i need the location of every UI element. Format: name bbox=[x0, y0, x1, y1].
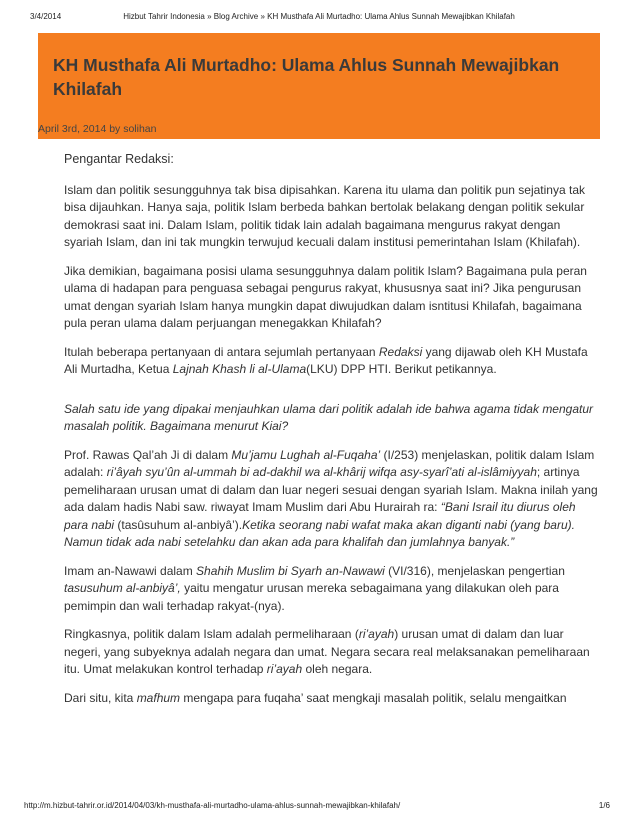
interview-question: Salah satu ide yang dipakai menjauhkan ulama dari politik adalah ide bahwa agama tidak mengatur masalah politik. Bagaimana menurut Kiai? bbox=[64, 401, 594, 433]
text-span: Redaksi bbox=[378, 344, 423, 359]
text-span: ri’ayah bbox=[266, 662, 303, 676]
text-span: (LKU) DPP HTI. Berikut petikannya. bbox=[306, 362, 497, 376]
text-span: yang dijawab oleh KH Mustafa Ali Murtadha, Ketua bbox=[64, 344, 588, 376]
text-span: ri’ayah bbox=[358, 627, 395, 641]
print-header bbox=[6, 12, 632, 24]
page-url: http://m.hizbut-tahrir.or.id/2014/04/03/kh-musthafa-ali-murtadho-ulama-ahlus-sunnah-mewajibkan-khilafah/ bbox=[24, 801, 401, 810]
text-span: Mu’jamu Lughah al-Fuqaha’ bbox=[231, 447, 381, 462]
text-span: (VI/316), menjelaskan pengertian bbox=[384, 563, 565, 578]
text-span: tasusuhum al-anbiyâ’, bbox=[64, 581, 181, 595]
print-footer bbox=[6, 801, 632, 813]
paragraph-7 bbox=[64, 690, 599, 708]
paragraph-2: Jika demikian, bagaimana posisi ulama sesungguhnya dalam politik Islam? Bagaimana pula peran ulama di hadapan para penguasa sebagai pengurus rakyat, khususnya saat ini? Jika pengurusan umat dengan syariah Islam hanya mungkin dapat diwujudkan dalam isntitusi Khilafah, bagaimana pula peran ulama dalam perjuangan menegakkan Khilafah? bbox=[64, 263, 587, 330]
paragraph-5 bbox=[64, 563, 599, 616]
article-body bbox=[64, 151, 599, 718]
print-date: 3/4/2014 bbox=[30, 12, 62, 21]
article-byline: April 3rd, 2014 by solihan bbox=[38, 123, 157, 135]
text-span: mengapa para fuqaha’ saat mengkaji masalah politik, selalu mengaitkan bbox=[180, 690, 567, 705]
text-span: Itulah beberapa pertanyaan di antara sejumlah pertanyaan bbox=[64, 344, 379, 359]
article-title: KH Musthafa Ali Murtadho: Ulama Ahlus Sunnah Mewajibkan Khilafah bbox=[53, 55, 560, 99]
text-span: “Bani Israil itu diurus oleh para nabi bbox=[64, 500, 576, 532]
text-span: ; artinya pemeliharaan urusan umat di dalam dan luar negeri sesuai dengan syariah Islam. Makna inilah yang ada dalam hadis Nabi saw. riwayat Imam Muslim dari Abu Hurairah ra: bbox=[64, 465, 598, 514]
text-span: (tasûsuhum al-anbiyâ’). bbox=[114, 517, 243, 532]
text-span: Ketika seorang nabi wafat maka akan diganti nabi (yang baru). Namun tidak ada nabi setelahku dan akan ada para khalifah dan jumlahnya banyak.” bbox=[64, 517, 575, 549]
text-span: ) urusan umat di dalam dan luar negeri, yang subyeknya adalah negara dan umat. Negara secara real melaksanakan pemeliharaan itu. Umat melakukan kontrol terhadap bbox=[64, 627, 590, 676]
paragraph-4 bbox=[64, 447, 599, 552]
text-span: yaitu mengatur urusan mereka sebagaimana yang dilakukan oleh para pemimpin dan wali terhadap rakyat-(nya). bbox=[64, 581, 559, 613]
text-span: oleh negara. bbox=[302, 662, 373, 676]
page-number: 1/6 bbox=[598, 801, 610, 810]
paragraph-3 bbox=[64, 344, 599, 379]
editorial-intro-heading: Pengantar Redaksi: bbox=[64, 152, 174, 166]
print-page-title: Hizbut Tahrir Indonesia » Blog Archive » KH Musthafa Ali Murtadho: Ulama Ahlus Sunnah Mewajibkan Khilafah bbox=[123, 12, 515, 21]
text-span: Shahih Muslim bi Syarh an-Nawawi bbox=[196, 563, 385, 578]
text-span: Lajnah Khash li al-Ulama bbox=[172, 362, 307, 376]
text-span: ri’âyah syu’ûn al-ummah bi ad-dakhil wa al-khârij wifqa asy-syarî’ati al-islâmiyyah bbox=[106, 465, 537, 479]
text-span: Dari situ, kita bbox=[64, 690, 137, 705]
text-span: (I/253) menjelaskan, politik dalam Islam adalah: bbox=[64, 447, 595, 479]
paragraph-1: Islam dan politik sesungguhnya tak bisa dipisahkan. Karena itu ulama dan politik pun sejatinya tak bisa dijauhkan. Hanya saja, politik Islam berbeda bahkan bertolak belakang dengan politik sekular demokrasi saat ini. Dalam Islam, politik tidak lain adalah bagaimana mengurus rakyat dengan syariah Islam, dan ini tak mungkin terwujud kecuali dalam institusi pemerintahan Islam (Khilafah). bbox=[64, 182, 585, 249]
paragraph-6 bbox=[64, 626, 599, 679]
text-span: Ringkasnya, politik dalam Islam adalah permeliharaan ( bbox=[64, 627, 359, 641]
text-span: Imam an-Nawawi dalam bbox=[64, 563, 197, 578]
text-span: mafhum bbox=[136, 690, 181, 705]
text-span: Prof. Rawas Qal’ah Ji di dalam bbox=[64, 447, 232, 462]
